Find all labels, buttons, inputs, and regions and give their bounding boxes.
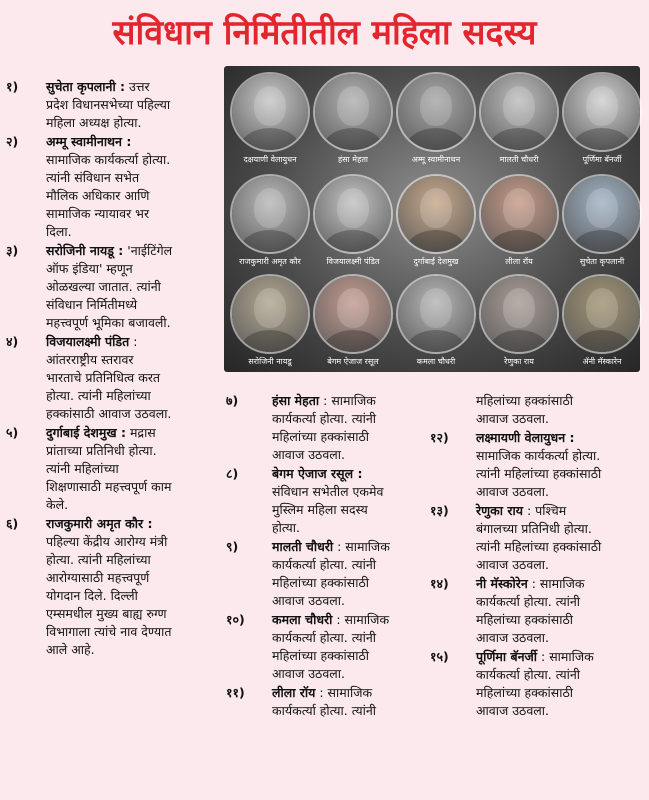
member-heading-rest: : सामाजिक bbox=[323, 393, 376, 408]
member-description-line: आरोग्यासाठी महत्त्वपूर्ण bbox=[46, 570, 150, 585]
member-number: १२) bbox=[430, 430, 449, 445]
portrait-face bbox=[503, 86, 535, 126]
portrait-face bbox=[420, 288, 452, 328]
portrait-shoulders bbox=[572, 230, 632, 252]
portrait-face bbox=[586, 288, 618, 328]
member-number: २) bbox=[6, 134, 19, 149]
member-heading bbox=[272, 538, 426, 556]
member-item bbox=[6, 424, 220, 514]
member-number: ६) bbox=[6, 516, 19, 531]
member-description-line: आले आहे. bbox=[46, 642, 95, 657]
portrait bbox=[481, 74, 557, 150]
member-heading bbox=[272, 465, 426, 483]
portrait-face bbox=[254, 288, 286, 328]
portrait-shoulders bbox=[406, 330, 466, 352]
portrait bbox=[398, 74, 474, 150]
portrait-shoulders bbox=[323, 230, 383, 252]
member-name: विजयालक्ष्मी पंडित bbox=[46, 334, 130, 349]
portrait bbox=[315, 176, 391, 252]
member-heading bbox=[476, 575, 645, 593]
portrait bbox=[564, 276, 640, 352]
portrait bbox=[232, 74, 308, 150]
member-description-line: महिलांच्या हक्कांसाठी bbox=[272, 575, 369, 590]
portrait-shoulders bbox=[323, 128, 383, 150]
member-description-line: महिलांच्या हक्कांसाठी bbox=[272, 648, 369, 663]
member-heading-rest: : पश्चिम bbox=[526, 503, 567, 518]
portrait-shoulders bbox=[323, 330, 383, 352]
portrait bbox=[315, 276, 391, 352]
member-name: हंसा मेहता bbox=[272, 393, 320, 408]
members-column-middle bbox=[226, 392, 426, 721]
member-heading-rest: : bbox=[133, 334, 138, 349]
member-number: ८) bbox=[226, 466, 239, 481]
member-description-line: हक्कांसाठी आवाज उठवला. bbox=[46, 406, 172, 421]
portrait-label: लीला रॉय bbox=[505, 257, 533, 266]
member-description-line: प्रांताच्या प्रतिनिधी होत्या. bbox=[46, 443, 157, 458]
member-description-line: कार्यकर्त्या होत्या. त्यांनी bbox=[272, 411, 376, 426]
member-description-line: आवाज उठवला. bbox=[272, 666, 345, 681]
member-description-line: कार्यकर्त्या होत्या. त्यांनी bbox=[272, 703, 376, 718]
member-description-line: योगदान दिले. दिल्ली bbox=[46, 588, 138, 603]
portrait-label: ॲनी मॅस्कारेन bbox=[582, 357, 622, 366]
portrait-label: पूर्णिमा बॅनर्जी bbox=[582, 155, 622, 164]
member-description-line: आवाज उठवला. bbox=[476, 411, 549, 426]
member-name: सुचेता कृपलानी : bbox=[46, 79, 126, 94]
member-description-line: आवाज उठवला. bbox=[476, 630, 549, 645]
member-description-line: महिला अध्यक्ष होत्या. bbox=[46, 115, 142, 130]
portrait-shoulders bbox=[240, 330, 300, 352]
member-heading-rest: : सामाजिक bbox=[541, 649, 594, 664]
portrait-face bbox=[254, 188, 286, 228]
member-description-line: संविधान सभेतील एकमेव bbox=[272, 484, 384, 499]
members-column-right bbox=[430, 392, 645, 721]
member-description-line: आवाज उठवला. bbox=[476, 557, 549, 572]
member-item bbox=[430, 502, 645, 574]
member-heading-rest: : सामाजिक bbox=[531, 576, 585, 591]
portrait-face bbox=[503, 288, 535, 328]
member-description-line: होत्या. bbox=[272, 520, 300, 535]
portrait-label: कमला चौधरी bbox=[416, 357, 456, 366]
member-description-line: महिलांच्या हक्कांसाठी bbox=[476, 612, 573, 627]
portrait-face bbox=[420, 86, 452, 126]
member-item bbox=[226, 684, 426, 720]
member-item bbox=[6, 133, 220, 241]
member-description-line: पहिल्या केंद्रीय आरोग्य मंत्री bbox=[46, 534, 168, 549]
member-description-line: मुस्लिम महिला सदस्य bbox=[272, 502, 368, 517]
portrait-shoulders bbox=[572, 128, 632, 150]
member-description-line: आवाज उठवला. bbox=[476, 484, 549, 499]
portrait-label: रेणुका राय bbox=[504, 357, 534, 366]
member-heading bbox=[46, 515, 220, 533]
portrait bbox=[398, 176, 474, 252]
member-description-line: भारताचे प्रतिनिधित्व करत bbox=[46, 370, 161, 385]
member-number: १४) bbox=[430, 576, 449, 591]
portrait-shoulders bbox=[489, 128, 549, 150]
member-heading bbox=[46, 424, 220, 442]
member-heading bbox=[46, 133, 220, 151]
portrait-collage bbox=[224, 66, 640, 372]
member-description-line: विभागाला त्यांचे नाव देण्यात bbox=[46, 624, 172, 639]
member-heading-rest: उत्तर bbox=[129, 79, 150, 94]
portrait bbox=[315, 74, 391, 150]
portrait-label: सुचेता कृपलानी bbox=[579, 257, 625, 266]
member-description-line: दिला. bbox=[46, 224, 72, 239]
member-heading bbox=[476, 502, 645, 520]
member-description-line: सामाजिक न्यायावर भर bbox=[46, 206, 150, 221]
member-item bbox=[226, 538, 426, 610]
member-heading bbox=[476, 429, 645, 447]
member-description-line: महिलांच्या हक्कांसाठी bbox=[272, 429, 369, 444]
portrait-shoulders bbox=[489, 330, 549, 352]
member-description-line: महिलांच्या हक्कांसाठी bbox=[476, 393, 573, 408]
member-number: १३) bbox=[430, 503, 449, 518]
member-heading bbox=[46, 333, 220, 351]
member-item bbox=[6, 333, 220, 423]
portrait-shoulders bbox=[240, 128, 300, 150]
member-description-line: मौलिक अधिकार आणि bbox=[46, 188, 150, 203]
member-name: कमला चौधरी bbox=[272, 612, 333, 627]
page-title: संविधान निर्मितीतील महिला सदस्य bbox=[112, 13, 537, 53]
portrait-label: बेगम ऐजाज रसूल bbox=[327, 357, 379, 366]
member-description-line: एम्समधील मुख्य बाह्य रुग्ण bbox=[46, 606, 167, 621]
member-number: ४) bbox=[6, 334, 19, 349]
member-heading bbox=[46, 78, 220, 96]
member-description-line: बंगालच्या प्रतिनिधी होत्या. bbox=[476, 521, 592, 536]
member-description-line: प्रदेश विधानसभेच्या पहिल्या bbox=[46, 97, 171, 112]
member-description-line: संविधान निर्मितीमध्ये bbox=[46, 297, 138, 312]
portrait-face bbox=[586, 86, 618, 126]
member-description-line: त्यांनी संविधान सभेत bbox=[46, 170, 140, 185]
member-heading bbox=[46, 242, 220, 260]
portrait bbox=[564, 74, 640, 150]
member-heading bbox=[272, 392, 426, 410]
portrait-face bbox=[503, 188, 535, 228]
member-number: ११) bbox=[226, 685, 245, 700]
member-name: अम्मू स्वामीनाथन : bbox=[46, 134, 132, 149]
portrait-shoulders bbox=[489, 230, 549, 252]
member-name: राजकुमारी अमृत कौर : bbox=[46, 516, 153, 531]
member-name: लक्ष्मायणी वेलायुधन : bbox=[476, 430, 575, 445]
member-description-line: महिलांच्या हक्कांसाठी bbox=[476, 685, 573, 700]
member-description-line: होत्या. त्यांनी महिलांच्या bbox=[46, 552, 151, 567]
member-number: १०) bbox=[226, 612, 245, 627]
member-heading-rest: : सामाजिक bbox=[337, 539, 390, 554]
portrait-shoulders bbox=[406, 128, 466, 150]
member-description-line: त्यांनी महिलांच्या हक्कांसाठी bbox=[476, 539, 602, 554]
portrait bbox=[232, 176, 308, 252]
portrait-shoulders bbox=[406, 230, 466, 252]
member-number: ९) bbox=[226, 539, 239, 554]
member-description-line: त्यांनी महिलांच्या हक्कांसाठी bbox=[476, 466, 602, 481]
member-description-line: कार्यकर्त्या होत्या. त्यांनी bbox=[476, 594, 580, 609]
member-description-line: ऑफ इंडिया' म्हणून bbox=[46, 261, 133, 276]
member-description-line: कार्यकर्त्या होत्या. त्यांनी bbox=[272, 630, 376, 645]
portrait-face bbox=[337, 86, 369, 126]
portrait-label: अम्मू स्वामीनाथन bbox=[411, 155, 461, 164]
member-heading-rest: : सामाजिक bbox=[319, 685, 373, 700]
portrait-face bbox=[337, 288, 369, 328]
member-heading bbox=[476, 648, 645, 666]
portrait-face bbox=[337, 188, 369, 228]
member-number: ५) bbox=[6, 425, 19, 440]
portrait-label: मालती चौधरी bbox=[499, 155, 539, 164]
member-name: रेणुका राय bbox=[476, 503, 523, 518]
member-description-line: होत्या. त्यांनी महिलांच्या bbox=[46, 388, 151, 403]
member-item bbox=[430, 575, 645, 647]
portrait-label: दक्षयाणी वेलायुधन bbox=[243, 155, 297, 164]
member-number: ३) bbox=[6, 243, 19, 258]
portrait-label: विजयालक्ष्मी पंडित bbox=[326, 257, 380, 266]
member-description-line: आवाज उठवला. bbox=[476, 703, 549, 718]
member-description-line: शिक्षणासाठी महत्त्वपूर्ण काम bbox=[46, 479, 172, 494]
member-item bbox=[6, 515, 220, 659]
member-number: १५) bbox=[430, 649, 449, 664]
member-description-line: केले. bbox=[46, 497, 69, 512]
member-description-line: ओळखल्या जातात. त्यांनी bbox=[46, 279, 161, 294]
member-heading-rest: : सामाजिक bbox=[336, 612, 390, 627]
portrait bbox=[398, 276, 474, 352]
portrait-shoulders bbox=[240, 230, 300, 252]
member-heading-rest: 'नाईटिंगेल bbox=[127, 243, 173, 258]
member-heading bbox=[272, 684, 426, 702]
member-number: १) bbox=[6, 79, 19, 94]
portrait bbox=[481, 176, 557, 252]
member-item bbox=[430, 392, 645, 428]
member-name: मालती चौधरी bbox=[272, 539, 334, 554]
member-name: नी मॅस्कोरेन bbox=[476, 576, 528, 591]
member-heading-rest: मद्रास bbox=[129, 425, 156, 440]
portrait bbox=[481, 276, 557, 352]
member-description-line: आवाज उठवला. bbox=[272, 593, 345, 608]
member-item bbox=[226, 611, 426, 683]
member-description-line: त्यांनी महिलांच्या bbox=[46, 461, 119, 476]
member-number: ७) bbox=[226, 393, 239, 408]
member-item bbox=[430, 429, 645, 501]
member-description-line: आंतरराष्ट्रीय स्तरावर bbox=[46, 352, 134, 367]
member-heading bbox=[272, 611, 426, 629]
portrait-label: हंसा मेहता bbox=[338, 155, 368, 164]
member-description-line: कार्यकर्त्या होत्या. त्यांनी bbox=[476, 667, 580, 682]
member-name: लीला रॉय bbox=[272, 685, 316, 700]
portrait-face bbox=[420, 188, 452, 228]
member-name: बेगम ऐजाज रसूल : bbox=[272, 466, 363, 481]
portrait bbox=[232, 276, 308, 352]
portrait-face bbox=[586, 188, 618, 228]
member-name: पूर्णिमा बॅनर्जी bbox=[476, 649, 538, 664]
member-item bbox=[6, 78, 220, 132]
portrait bbox=[564, 176, 640, 252]
member-item bbox=[226, 465, 426, 537]
member-description-line: सामाजिक कार्यकर्त्या होत्या. bbox=[476, 448, 601, 463]
portrait-shoulders bbox=[572, 330, 632, 352]
portrait-face bbox=[254, 86, 286, 126]
member-description-line: सामाजिक कार्यकर्त्या होत्या. bbox=[46, 152, 171, 167]
member-item bbox=[6, 242, 220, 332]
members-column-left bbox=[6, 78, 220, 660]
portrait-label: सरोजिनी नायडू bbox=[248, 357, 292, 366]
member-name: सरोजिनी नायडू : bbox=[46, 243, 124, 258]
member-description-line: आवाज उठवला. bbox=[272, 447, 345, 462]
member-item bbox=[226, 392, 426, 464]
portrait-label: दुर्गाबाई देशमुख bbox=[413, 257, 459, 266]
member-description-line: कार्यकर्त्या होत्या. त्यांनी bbox=[272, 557, 376, 572]
member-item bbox=[430, 648, 645, 720]
member-description-line: महत्त्वपूर्ण भूमिका बजावली. bbox=[46, 315, 171, 330]
portrait-label: राजकुमारी अमृत कौर bbox=[239, 257, 301, 266]
member-name: दुर्गाबाई देशमुख : bbox=[46, 425, 126, 440]
